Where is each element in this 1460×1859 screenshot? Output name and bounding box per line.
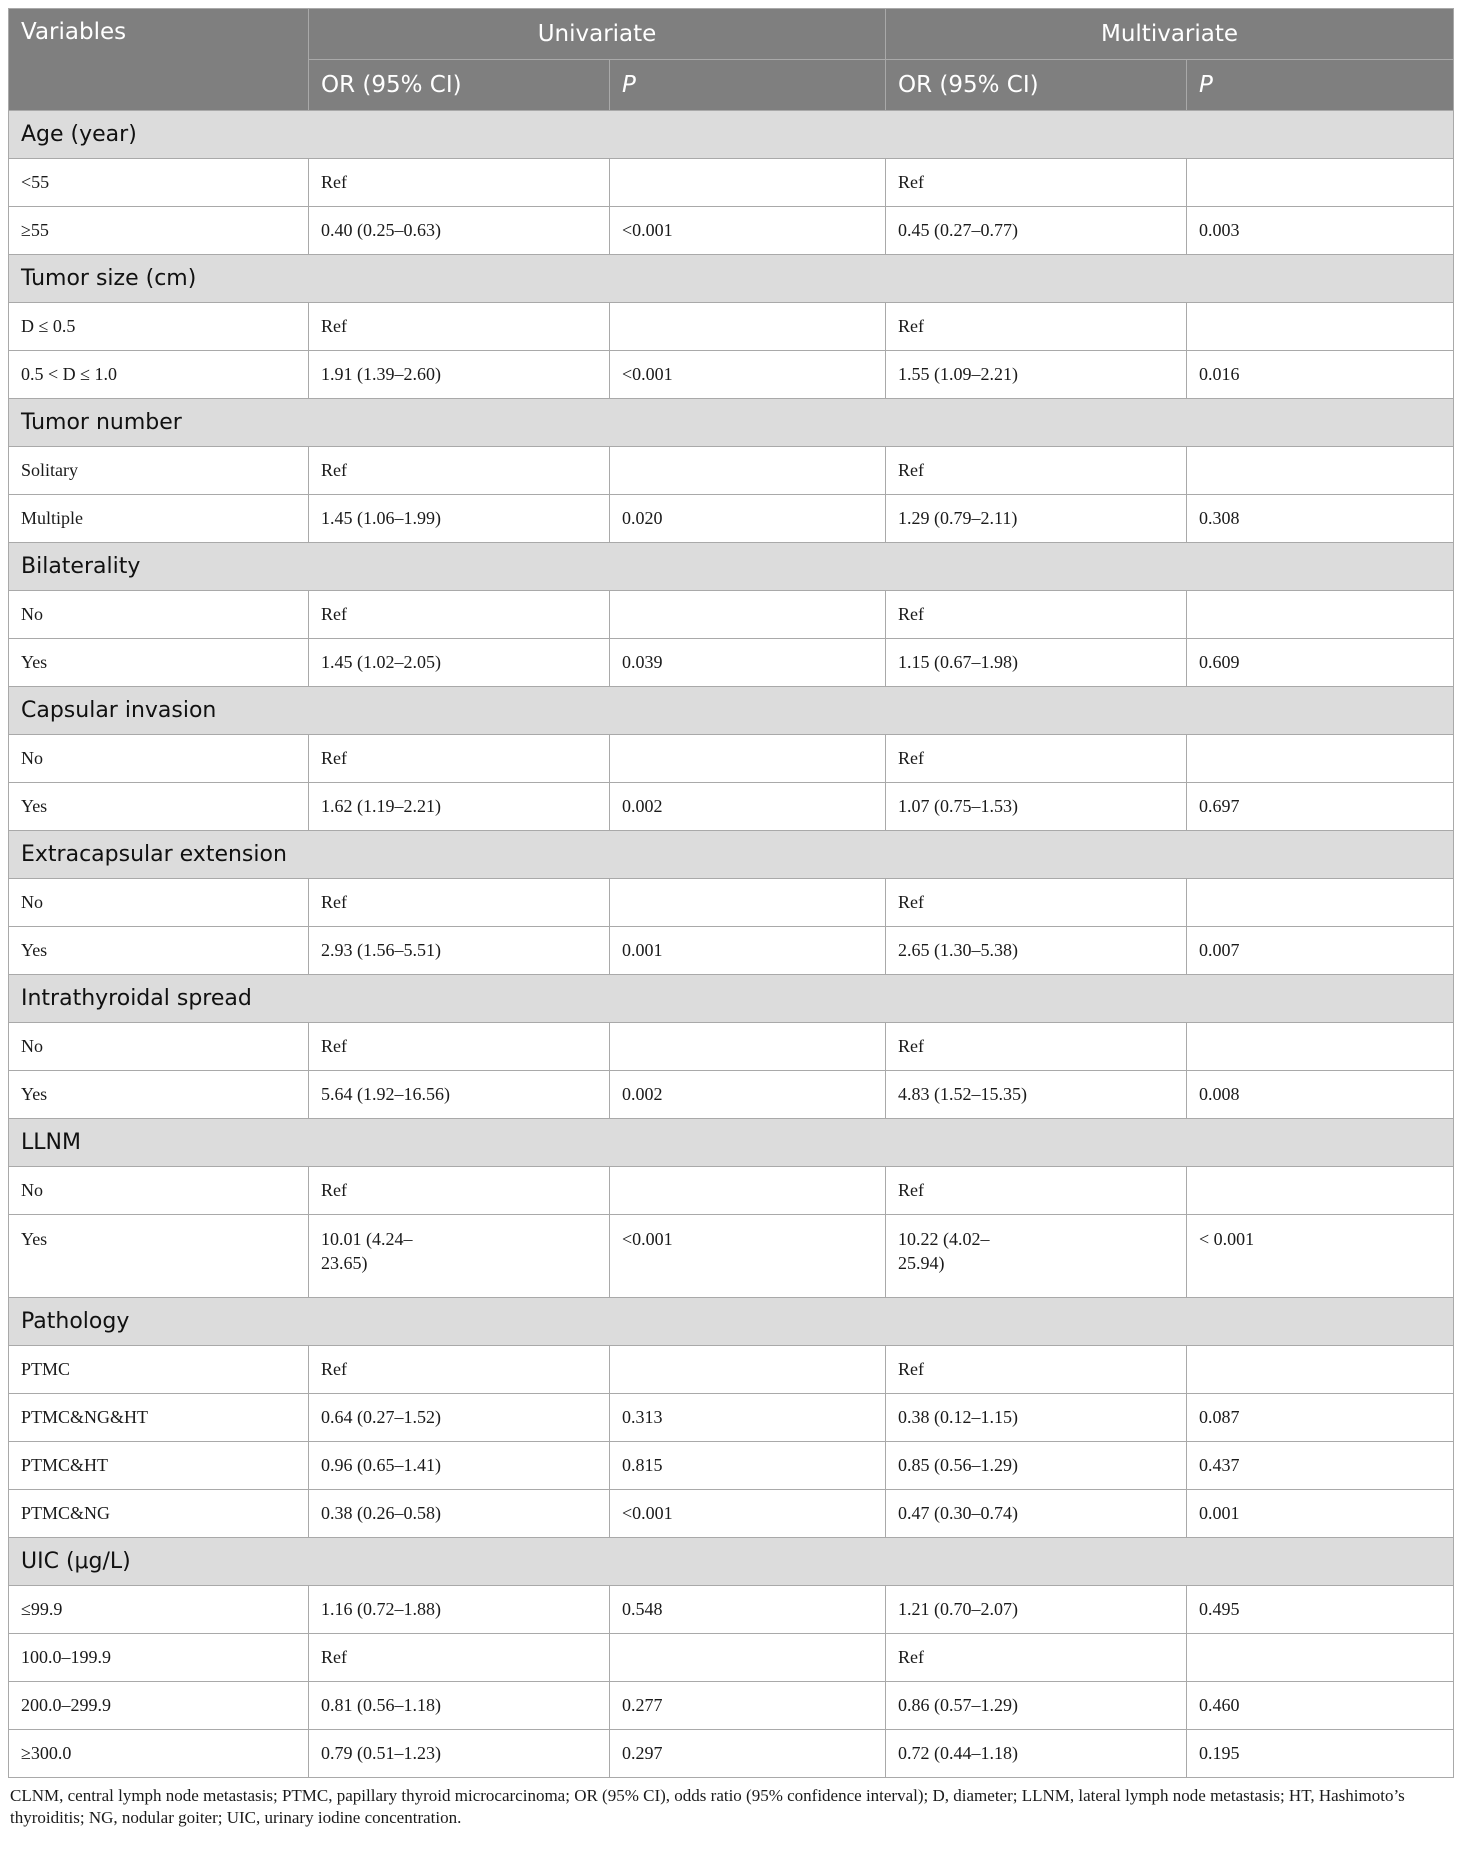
multivariate-or-cell	[886, 1023, 1187, 1071]
table-row	[9, 1394, 1454, 1442]
univariate-or-cell-text: 1.91 (1.39–2.60)	[321, 364, 441, 384]
multivariate-p-cell-text: 0.007	[1199, 940, 1240, 960]
univariate-p-cell-text: 0.039	[622, 652, 663, 672]
univariate-p-cell	[610, 351, 886, 399]
univariate-or-cell-text: 0.40 (0.25–0.63)	[321, 220, 441, 240]
table-row	[9, 735, 1454, 783]
univariate-p-cell-text: <0.001	[622, 364, 673, 384]
table-row	[9, 1730, 1454, 1778]
multivariate-or-cell	[886, 1215, 1187, 1298]
univariate-or-cell	[309, 1023, 610, 1071]
multivariate-or-cell-text: 0.47 (0.30–0.74)	[898, 1503, 1018, 1523]
multivariate-or-cell	[886, 351, 1187, 399]
univariate-p-cell-text: 0.815	[622, 1455, 663, 1475]
univariate-or-cell	[309, 1682, 610, 1730]
row-label	[9, 303, 309, 351]
multivariate-p-cell-text: 0.195	[1199, 1743, 1240, 1763]
multivariate-p-cell-text: < 0.001	[1199, 1229, 1255, 1249]
multivariate-or-cell-text: 10.22 (4.02–25.94)	[898, 1229, 990, 1273]
table-row	[9, 1442, 1454, 1490]
multivariate-p-cell	[1187, 1071, 1454, 1119]
univariate-or-cell	[309, 879, 610, 927]
row-label-text: Yes	[21, 652, 48, 672]
univariate-or-cell-text: 0.81 (0.56–1.18)	[321, 1695, 441, 1715]
group-row	[9, 255, 1454, 303]
univariate-or-cell	[309, 207, 610, 255]
table-row	[9, 879, 1454, 927]
univariate-p-cell	[610, 591, 886, 639]
multivariate-p-cell	[1187, 639, 1454, 687]
univariate-p-cell	[610, 1071, 886, 1119]
header-multivariate-or: OR (95% CI)	[886, 60, 1187, 111]
row-label-text: No	[21, 892, 43, 912]
univariate-p-cell	[610, 1442, 886, 1490]
multivariate-or-cell	[886, 1167, 1187, 1215]
univariate-or-cell-text: Ref	[321, 1647, 347, 1667]
univariate-p-cell	[610, 159, 886, 207]
univariate-or-cell-text: Ref	[321, 604, 347, 624]
multivariate-p-cell	[1187, 735, 1454, 783]
row-label-text: Yes	[21, 940, 48, 960]
multivariate-or-cell-text: 0.72 (0.44–1.18)	[898, 1743, 1018, 1763]
row-label-text: Solitary	[21, 460, 78, 480]
group-row	[9, 399, 1454, 447]
row-label-text: Multiple	[21, 508, 83, 528]
univariate-p-cell	[610, 1346, 886, 1394]
row-label	[9, 1730, 309, 1778]
table-container	[8, 8, 1453, 1829]
multivariate-or-cell	[886, 1490, 1187, 1538]
multivariate-or-cell	[886, 159, 1187, 207]
multivariate-p-cell-text: 0.609	[1199, 652, 1240, 672]
multivariate-p-cell-text: 0.460	[1199, 1695, 1240, 1715]
multivariate-p-cell	[1187, 1634, 1454, 1682]
table-row	[9, 351, 1454, 399]
row-label-text: No	[21, 1036, 43, 1056]
univariate-or-cell-text: Ref	[321, 1036, 347, 1056]
row-label	[9, 447, 309, 495]
univariate-or-cell	[309, 735, 610, 783]
table-row	[9, 1167, 1454, 1215]
multivariate-or-cell-text: 1.21 (0.70–2.07)	[898, 1599, 1018, 1619]
univariate-or-cell-text: Ref	[321, 892, 347, 912]
table-row	[9, 1586, 1454, 1634]
univariate-or-cell-text: Ref	[321, 316, 347, 336]
row-label	[9, 783, 309, 831]
row-label	[9, 1023, 309, 1071]
row-label	[9, 1634, 309, 1682]
multivariate-or-cell	[886, 639, 1187, 687]
univariate-or-cell	[309, 1215, 610, 1298]
multivariate-p-cell	[1187, 1167, 1454, 1215]
univariate-or-cell	[309, 639, 610, 687]
multivariate-p-cell-text: 0.437	[1199, 1455, 1240, 1475]
row-label	[9, 1682, 309, 1730]
multivariate-or-cell	[886, 1394, 1187, 1442]
row-label	[9, 927, 309, 975]
group-row	[9, 975, 1454, 1023]
row-label	[9, 1442, 309, 1490]
multivariate-or-cell	[886, 1071, 1187, 1119]
table-row	[9, 1215, 1454, 1298]
row-label-text: 100.0–199.9	[21, 1647, 111, 1667]
table-row	[9, 1023, 1454, 1071]
multivariate-or-cell-text: 0.85 (0.56–1.29)	[898, 1455, 1018, 1475]
multivariate-or-cell	[886, 1682, 1187, 1730]
univariate-or-cell	[309, 447, 610, 495]
multivariate-p-cell-text: 0.003	[1199, 220, 1240, 240]
univariate-p-cell	[610, 1682, 886, 1730]
group-row	[9, 687, 1454, 735]
univariate-p-cell	[610, 1634, 886, 1682]
multivariate-p-cell-text: 0.087	[1199, 1407, 1240, 1427]
univariate-p-cell-text: 0.277	[622, 1695, 663, 1715]
table-row	[9, 783, 1454, 831]
row-label	[9, 1346, 309, 1394]
group-title: Tumor number	[9, 399, 1454, 447]
table-row	[9, 927, 1454, 975]
multivariate-p-cell	[1187, 1682, 1454, 1730]
multivariate-p-cell	[1187, 591, 1454, 639]
multivariate-or-cell-text: 1.29 (0.79–2.11)	[898, 508, 1018, 528]
group-title: Bilaterality	[9, 543, 1454, 591]
multivariate-or-cell-text: Ref	[898, 1180, 924, 1200]
multivariate-p-cell	[1187, 879, 1454, 927]
univariate-p-cell-text: 0.548	[622, 1599, 663, 1619]
univariate-p-cell	[610, 207, 886, 255]
multivariate-or-cell-text: Ref	[898, 892, 924, 912]
univariate-p-cell	[610, 1023, 886, 1071]
multivariate-or-cell	[886, 303, 1187, 351]
univariate-or-cell	[309, 351, 610, 399]
univariate-p-cell	[610, 495, 886, 543]
univariate-or-cell-text: Ref	[321, 1359, 347, 1379]
table-row	[9, 159, 1454, 207]
multivariate-or-cell-text: 0.38 (0.12–1.15)	[898, 1407, 1018, 1427]
univariate-p-cell-text: 0.313	[622, 1407, 663, 1427]
row-label-text: PTMC&NG	[21, 1503, 111, 1523]
multivariate-or-cell-text: 1.55 (1.09–2.21)	[898, 364, 1018, 384]
multivariate-p-cell	[1187, 783, 1454, 831]
multivariate-or-cell	[886, 879, 1187, 927]
row-label-text: 200.0–299.9	[21, 1695, 111, 1715]
header-univariate-p: P	[610, 60, 886, 111]
multivariate-p-cell-text: 0.008	[1199, 1084, 1240, 1104]
multivariate-or-cell-text: 0.45 (0.27–0.77)	[898, 220, 1018, 240]
multivariate-p-cell	[1187, 927, 1454, 975]
univariate-p-cell	[610, 735, 886, 783]
row-label-text: Yes	[21, 1084, 48, 1104]
multivariate-or-cell	[886, 783, 1187, 831]
multivariate-or-cell	[886, 495, 1187, 543]
row-label-text: <55	[21, 172, 50, 192]
univariate-or-cell	[309, 783, 610, 831]
row-label-text: ≤99.9	[21, 1599, 63, 1619]
multivariate-or-cell-text: Ref	[898, 748, 924, 768]
row-label-text: ≥55	[21, 220, 49, 240]
group-title: LLNM	[9, 1119, 1454, 1167]
univariate-or-cell	[309, 591, 610, 639]
row-label	[9, 495, 309, 543]
row-label	[9, 351, 309, 399]
univariate-p-cell-text: <0.001	[622, 1503, 673, 1523]
multivariate-p-cell	[1187, 303, 1454, 351]
multivariate-or-cell-text: Ref	[898, 172, 924, 192]
univariate-p-cell-text: 0.002	[622, 1084, 663, 1104]
group-row	[9, 1298, 1454, 1346]
row-label	[9, 735, 309, 783]
multivariate-or-cell-text: 0.86 (0.57–1.29)	[898, 1695, 1018, 1715]
univariate-or-cell-text: 10.01 (4.24–23.65)	[321, 1229, 413, 1273]
row-label	[9, 1586, 309, 1634]
group-row	[9, 1538, 1454, 1586]
univariate-or-cell-text: 0.64 (0.27–1.52)	[321, 1407, 441, 1427]
multivariate-or-cell-text: Ref	[898, 1359, 924, 1379]
header-univariate: Univariate	[309, 9, 886, 60]
row-label	[9, 879, 309, 927]
multivariate-p-cell-text: 0.495	[1199, 1599, 1240, 1619]
univariate-or-cell-text: 0.38 (0.26–0.58)	[321, 1503, 441, 1523]
univariate-p-cell-text: 0.001	[622, 940, 663, 960]
multivariate-p-cell	[1187, 1586, 1454, 1634]
table-row	[9, 639, 1454, 687]
univariate-or-cell	[309, 1167, 610, 1215]
multivariate-p-cell	[1187, 1215, 1454, 1298]
univariate-or-cell-text: 1.45 (1.06–1.99)	[321, 508, 441, 528]
univariate-or-cell	[309, 1634, 610, 1682]
multivariate-or-cell	[886, 1346, 1187, 1394]
univariate-p-cell-text: 0.002	[622, 796, 663, 816]
row-label	[9, 1167, 309, 1215]
multivariate-p-cell-text: 0.308	[1199, 508, 1240, 528]
group-title: UIC (μg/L)	[9, 1538, 1454, 1586]
multivariate-p-cell	[1187, 447, 1454, 495]
multivariate-or-cell	[886, 447, 1187, 495]
group-row	[9, 1119, 1454, 1167]
header-multivariate: Multivariate	[886, 9, 1454, 60]
univariate-p-cell	[610, 1586, 886, 1634]
multivariate-or-cell	[886, 207, 1187, 255]
univariate-or-cell-text: 2.93 (1.56–5.51)	[321, 940, 441, 960]
row-label-text: D ≤ 0.5	[21, 316, 76, 336]
header-row-top	[9, 9, 1454, 60]
multivariate-or-cell	[886, 1442, 1187, 1490]
multivariate-p-cell-text: 0.001	[1199, 1503, 1240, 1523]
row-label-text: ≥300.0	[21, 1743, 72, 1763]
group-title: Age (year)	[9, 111, 1454, 159]
univariate-or-cell-text: Ref	[321, 172, 347, 192]
table-row	[9, 303, 1454, 351]
univariate-or-cell	[309, 927, 610, 975]
multivariate-or-cell-text: Ref	[898, 1036, 924, 1056]
row-label-text: No	[21, 748, 43, 768]
multivariate-p-cell	[1187, 1490, 1454, 1538]
table-row	[9, 1682, 1454, 1730]
univariate-p-cell-text: <0.001	[622, 1229, 673, 1249]
multivariate-p-cell	[1187, 159, 1454, 207]
table-row	[9, 1634, 1454, 1682]
univariate-or-cell	[309, 159, 610, 207]
univariate-p-cell-text: <0.001	[622, 220, 673, 240]
row-label	[9, 591, 309, 639]
multivariate-p-cell	[1187, 207, 1454, 255]
multivariate-or-cell-text: 1.07 (0.75–1.53)	[898, 796, 1018, 816]
group-row	[9, 543, 1454, 591]
row-label	[9, 1490, 309, 1538]
table-row	[9, 1490, 1454, 1538]
univariate-or-cell	[309, 1394, 610, 1442]
row-label-text: 0.5 < D ≤ 1.0	[21, 364, 118, 384]
univariate-or-cell	[309, 1346, 610, 1394]
group-row	[9, 111, 1454, 159]
row-label	[9, 207, 309, 255]
row-label	[9, 159, 309, 207]
row-label-text: PTMC&HT	[21, 1455, 109, 1475]
table-body	[9, 111, 1454, 1778]
row-label-text: PTMC	[21, 1359, 71, 1379]
multivariate-p-cell	[1187, 1442, 1454, 1490]
multivariate-p-cell-text: 0.016	[1199, 364, 1240, 384]
univariate-p-cell	[610, 1394, 886, 1442]
row-label	[9, 1394, 309, 1442]
multivariate-p-cell	[1187, 1023, 1454, 1071]
univariate-or-cell-text: 0.96 (0.65–1.41)	[321, 1455, 441, 1475]
univariate-or-cell-text: 5.64 (1.92–16.56)	[321, 1084, 450, 1104]
table-row	[9, 1071, 1454, 1119]
univariate-or-cell	[309, 1442, 610, 1490]
univariate-p-cell-text: 0.020	[622, 508, 663, 528]
univariate-p-cell	[610, 879, 886, 927]
univariate-or-cell-text: 1.45 (1.02–2.05)	[321, 652, 441, 672]
row-label	[9, 639, 309, 687]
group-title: Pathology	[9, 1298, 1454, 1346]
multivariate-p-cell	[1187, 1394, 1454, 1442]
group-title: Intrathyroidal spread	[9, 975, 1454, 1023]
group-title: Tumor size (cm)	[9, 255, 1454, 303]
multivariate-or-cell	[886, 591, 1187, 639]
regression-table	[8, 8, 1454, 1778]
univariate-or-cell	[309, 303, 610, 351]
header-variables: Variables	[9, 9, 309, 111]
univariate-or-cell-text: Ref	[321, 1180, 347, 1200]
multivariate-p-cell	[1187, 1346, 1454, 1394]
multivariate-or-cell-text: Ref	[898, 1647, 924, 1667]
row-label-text: No	[21, 604, 43, 624]
multivariate-or-cell-text: 4.83 (1.52–15.35)	[898, 1084, 1027, 1104]
table-footnote: CLNM, central lymph node metastasis; PTMC, papillary thyroid microcarcinoma; OR (95% CI), odds ratio (95% confidence interval); D, diameter; LLNM, lateral lymph node metastasis; HT, Hashimoto’s thyroiditis; NG, nodular goiter; UIC, urinary iodine concentration.	[10, 1786, 1405, 1827]
group-title: Extracapsular extension	[9, 831, 1454, 879]
multivariate-p-cell	[1187, 495, 1454, 543]
table-row	[9, 1346, 1454, 1394]
row-label-text: No	[21, 1180, 43, 1200]
univariate-p-cell	[610, 303, 886, 351]
univariate-or-cell	[309, 1730, 610, 1778]
header-univariate-or: OR (95% CI)	[309, 60, 610, 111]
table-row	[9, 207, 1454, 255]
multivariate-p-cell	[1187, 1730, 1454, 1778]
multivariate-p-cell-text: 0.697	[1199, 796, 1240, 816]
multivariate-or-cell-text: 2.65 (1.30–5.38)	[898, 940, 1018, 960]
univariate-or-cell-text: 1.62 (1.19–2.21)	[321, 796, 441, 816]
multivariate-p-cell	[1187, 351, 1454, 399]
table-row	[9, 591, 1454, 639]
multivariate-or-cell-text: Ref	[898, 604, 924, 624]
univariate-p-cell-text: 0.297	[622, 1743, 663, 1763]
group-title: Capsular invasion	[9, 687, 1454, 735]
multivariate-or-cell	[886, 1586, 1187, 1634]
univariate-or-cell-text: 0.79 (0.51–1.23)	[321, 1743, 441, 1763]
univariate-p-cell	[610, 1490, 886, 1538]
univariate-p-cell	[610, 783, 886, 831]
row-label-text: Yes	[21, 796, 48, 816]
row-label-text: PTMC&NG&HT	[21, 1407, 149, 1427]
univariate-p-cell	[610, 1730, 886, 1778]
table-row	[9, 447, 1454, 495]
group-row	[9, 831, 1454, 879]
univariate-p-cell	[610, 927, 886, 975]
table-row	[9, 495, 1454, 543]
univariate-p-cell	[610, 639, 886, 687]
multivariate-or-cell-text: Ref	[898, 460, 924, 480]
univariate-p-cell	[610, 1167, 886, 1215]
univariate-or-cell-text: Ref	[321, 460, 347, 480]
multivariate-or-cell	[886, 927, 1187, 975]
multivariate-or-cell	[886, 1730, 1187, 1778]
univariate-or-cell	[309, 1071, 610, 1119]
univariate-or-cell	[309, 495, 610, 543]
multivariate-or-cell	[886, 735, 1187, 783]
row-label-text: Yes	[21, 1229, 48, 1249]
univariate-p-cell	[610, 1215, 886, 1298]
multivariate-or-cell-text: 1.15 (0.67–1.98)	[898, 652, 1018, 672]
univariate-or-cell-text: 1.16 (0.72–1.88)	[321, 1599, 441, 1619]
header-multivariate-p: P	[1187, 60, 1454, 111]
univariate-or-cell-text: Ref	[321, 748, 347, 768]
univariate-or-cell	[309, 1586, 610, 1634]
multivariate-or-cell	[886, 1634, 1187, 1682]
univariate-p-cell	[610, 447, 886, 495]
multivariate-or-cell-text: Ref	[898, 316, 924, 336]
univariate-or-cell	[309, 1490, 610, 1538]
row-label	[9, 1215, 309, 1298]
row-label	[9, 1071, 309, 1119]
